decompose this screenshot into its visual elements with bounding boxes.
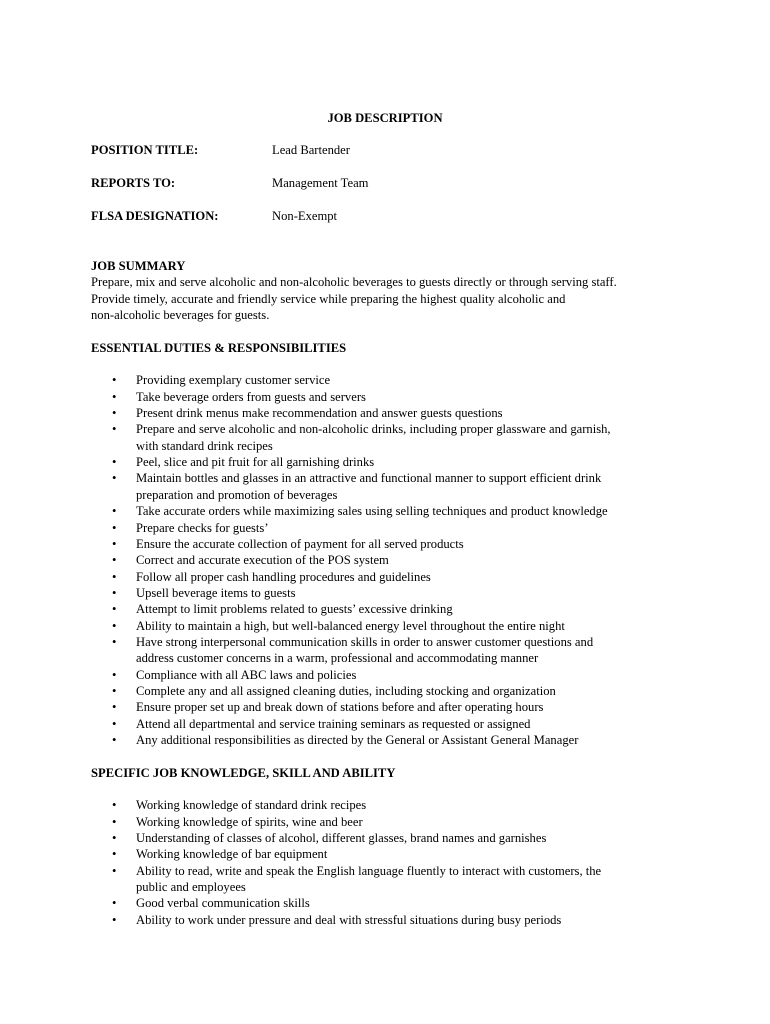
list-item [91,454,691,470]
list-item-text: Prepare and serve alcoholic and non-alcoholic drinks, including proper glassware and garnish, [136,422,611,437]
list-item-text: Attend all departmental and service training seminars as requested or assigned [136,716,531,731]
bullet-icon: • [112,504,117,519]
bullet-icon: • [112,798,117,813]
flsa-designation-value: Non-Exempt [272,209,338,223]
position-title-label: POSITION TITLE: [91,143,199,157]
bullet-icon: • [112,634,117,649]
list-item [91,569,691,585]
list-item [91,634,691,667]
bullet-icon: • [112,896,117,911]
bullet-icon: • [112,471,117,486]
list-item-text: Working knowledge of standard drink recipes [136,798,367,813]
list-item [91,585,691,601]
reports-to-row [91,176,691,192]
bullet-icon: • [112,732,117,747]
list-item [91,732,691,748]
list-item-text-continued: with standard drink recipes [136,438,273,453]
list-item-text: Working knowledge of bar equipment [136,847,328,862]
list-item-text: Correct and accurate execution of the POS system [136,553,389,568]
job-summary-line: Provide timely, accurate and friendly service while preparing the highest quality alcoholic and [91,291,566,306]
essential-duties-heading: ESSENTIAL DUTIES & RESPONSIBILITIES [91,341,347,355]
bullet-icon: • [112,847,117,862]
list-item [91,552,691,568]
list-item-text: Peel, slice and pit fruit for all garnishing drinks [136,455,375,470]
list-item-text: Maintain bottles and glasses in an attractive and functional manner to support efficient drink [136,471,602,486]
list-item [91,372,691,388]
job-summary-heading: JOB SUMMARY [91,259,186,273]
document-title-text: JOB DESCRIPTION [327,111,443,125]
bullet-icon: • [112,536,117,551]
list-item [91,389,691,405]
list-item-text-continued: address customer concerns in a warm, professional and accommodating manner [136,651,539,666]
bullet-icon: • [112,602,117,617]
knowledge-section [91,765,691,928]
list-item [91,830,691,846]
bullet-icon: • [112,831,117,846]
list-item-text-continued: public and employees [136,880,246,895]
essential-duties-section [91,340,691,748]
bullet-icon: • [112,455,117,470]
position-title-value: Lead Bartender [272,143,350,157]
bullet-icon: • [112,520,117,535]
job-summary-section [91,258,691,324]
list-item [91,683,691,699]
bullet-icon: • [112,422,117,437]
list-item [91,601,691,617]
bullet-icon: • [112,863,117,878]
bullet-icon: • [112,667,117,682]
list-item-text: Upsell beverage items to guests [136,585,296,600]
list-item [91,797,691,813]
bullet-icon: • [112,683,117,698]
list-item [91,667,691,683]
bullet-icon: • [112,553,117,568]
list-item-text: Good verbal communication skills [136,896,310,911]
list-item [91,536,691,552]
list-item-text: Any additional responsibilities as directed by the General or Assistant General Manager [136,732,579,747]
list-item [91,895,691,911]
list-item-text: Take beverage orders from guests and servers [136,389,366,404]
bullet-icon: • [112,912,117,927]
reports-to-label: REPORTS TO: [91,176,176,190]
job-summary-line: non-alcoholic beverages for guests. [91,308,270,323]
list-item-text: Ability to read, write and speak the English language fluently to interact with customers, the [136,863,602,878]
job-summary-text [91,274,681,323]
reports-to-value: Management Team [272,176,369,190]
list-item-text: Complete any and all assigned cleaning duties, including stocking and organization [136,683,556,698]
list-item [91,520,691,536]
list-item-text: Ensure the accurate collection of payment for all served products [136,536,464,551]
job-summary-line: Prepare, mix and serve alcoholic and non-alcoholic beverages to guests directly or through serving staff. [91,275,617,290]
bullet-icon: • [112,716,117,731]
document-title [0,111,770,126]
bullet-icon: • [112,389,117,404]
list-item-text: Ability to maintain a high, but well-balanced energy level throughout the entire night [136,618,565,633]
list-item [91,699,691,715]
list-item [91,503,691,519]
list-item [91,716,691,732]
bullet-icon: • [112,814,117,829]
list-item-text: Have strong interpersonal communication skills in order to answer customer questions and [136,634,594,649]
bullet-icon: • [112,585,117,600]
bullet-icon: • [112,373,117,388]
essential-duties-list [91,372,691,748]
bullet-icon: • [112,700,117,715]
flsa-designation-label: FLSA DESIGNATION: [91,209,219,223]
bullet-icon: • [112,618,117,633]
list-item [91,405,691,421]
list-item-text: Follow all proper cash handling procedures and guidelines [136,569,431,584]
position-title-row [91,143,691,159]
list-item-text-continued: preparation and promotion of beverages [136,487,338,502]
list-item-text: Ensure proper set up and break down of stations before and after operating hours [136,700,544,715]
bullet-icon: • [112,569,117,584]
knowledge-list [91,797,691,928]
knowledge-heading: SPECIFIC JOB KNOWLEDGE, SKILL AND ABILITY [91,766,396,780]
list-item-text: Providing exemplary customer service [136,373,331,388]
list-item-text: Compliance with all ABC laws and policies [136,667,357,682]
list-item-text: Prepare checks for guests’ [136,520,269,535]
bullet-icon: • [112,406,117,421]
list-item-text: Attempt to limit problems related to guests’ excessive drinking [136,602,453,617]
list-item-text: Ability to work under pressure and deal with stressful situations during busy periods [136,912,562,927]
list-item [91,863,691,896]
list-item [91,912,691,928]
list-item [91,814,691,830]
flsa-designation-row [91,209,691,225]
list-item [91,421,691,454]
list-item [91,470,691,503]
list-item-text: Present drink menus make recommendation and answer guests questions [136,406,503,421]
list-item [91,846,691,862]
list-item [91,618,691,634]
list-item-text: Understanding of classes of alcohol, different glasses, brand names and garnishes [136,831,547,846]
list-item-text: Take accurate orders while maximizing sales using selling techniques and product knowledge [136,504,608,519]
list-item-text: Working knowledge of spirits, wine and beer [136,814,363,829]
